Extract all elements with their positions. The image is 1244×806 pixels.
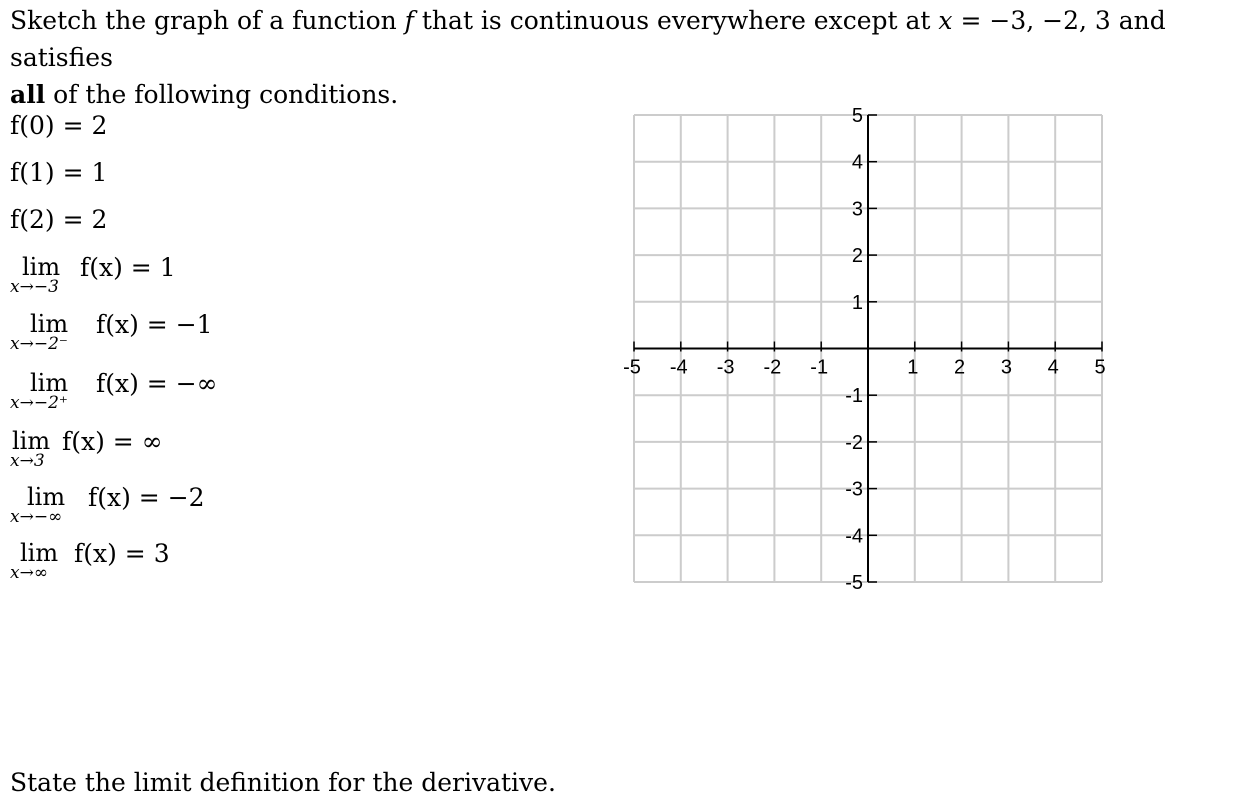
x-tick-label: 2: [954, 356, 966, 379]
bold-all: all: [10, 80, 46, 109]
x-tick-label: -3: [716, 356, 735, 379]
lim-operator: lim: [22, 253, 61, 281]
discontinuity-points: −3, −2, 3: [989, 6, 1111, 35]
intro-text-3: and satisfies: [10, 6, 1166, 72]
x-tick-label: -4: [669, 356, 688, 379]
lim-subscript: x→−2⁺: [10, 393, 68, 413]
y-tick-label: -1: [845, 385, 863, 408]
x-tick-label: -5: [623, 356, 641, 379]
lim-expression: f(x) = −1: [96, 310, 213, 339]
y-tick-label: -4: [845, 525, 863, 548]
condition-f1: f(1) = 1: [10, 158, 108, 187]
function-symbol: f: [404, 6, 414, 35]
intro-text-4: of the following conditions.: [53, 80, 399, 109]
derivative-question: State the limit definition for the derivative.: [10, 768, 556, 797]
lim-subscript: x→∞: [10, 563, 48, 583]
y-tick-label: 2: [851, 245, 863, 268]
lim-expression: f(x) = −∞: [96, 369, 218, 398]
y-tick-label: 4: [851, 151, 863, 174]
y-tick-label: -5: [845, 572, 863, 594]
axes: [634, 115, 1102, 582]
condition-f2: f(2) = 2: [10, 205, 108, 234]
lim-expression: f(x) = 3: [74, 539, 170, 568]
y-tick-label: -3: [845, 478, 863, 501]
y-tick-label: 3: [851, 198, 863, 221]
lim-expression: f(x) = ∞: [62, 427, 163, 456]
intro-text-1: Sketch the graph of a function: [10, 6, 397, 35]
x-tick-label: 5: [1094, 356, 1106, 379]
equals-sign: =: [960, 6, 982, 35]
x-tick-label: 1: [907, 356, 919, 379]
y-tick-label: -2: [845, 431, 863, 454]
lim-expression: f(x) = −2: [88, 483, 205, 512]
intro-text-2: that is continuous everywhere except at: [421, 6, 931, 35]
lim-operator: lim: [20, 539, 59, 567]
y-tick-label: 5: [851, 105, 863, 127]
lim-subscript: x→−2⁻: [10, 334, 68, 354]
lim-subscript: x→−3: [10, 277, 59, 297]
lim-operator: lim: [12, 427, 51, 455]
lim-operator: lim: [30, 310, 69, 338]
lim-operator: lim: [30, 369, 69, 397]
lim-expression: f(x) = 1: [80, 253, 176, 282]
x-axis-ticks: [623, 342, 1105, 379]
x-tick-label: 3: [1000, 356, 1012, 379]
lim-operator: lim: [27, 483, 66, 511]
lim-subscript: x→3: [10, 451, 45, 471]
x-tick-label: -1: [810, 356, 829, 379]
y-tick-label: 1: [851, 291, 863, 314]
lim-subscript: x→−∞: [10, 507, 63, 527]
condition-f0: f(0) = 2: [10, 111, 108, 140]
x-tick-label: -2: [763, 356, 782, 379]
x-variable: x: [938, 6, 953, 35]
x-tick-label: 4: [1047, 356, 1059, 379]
